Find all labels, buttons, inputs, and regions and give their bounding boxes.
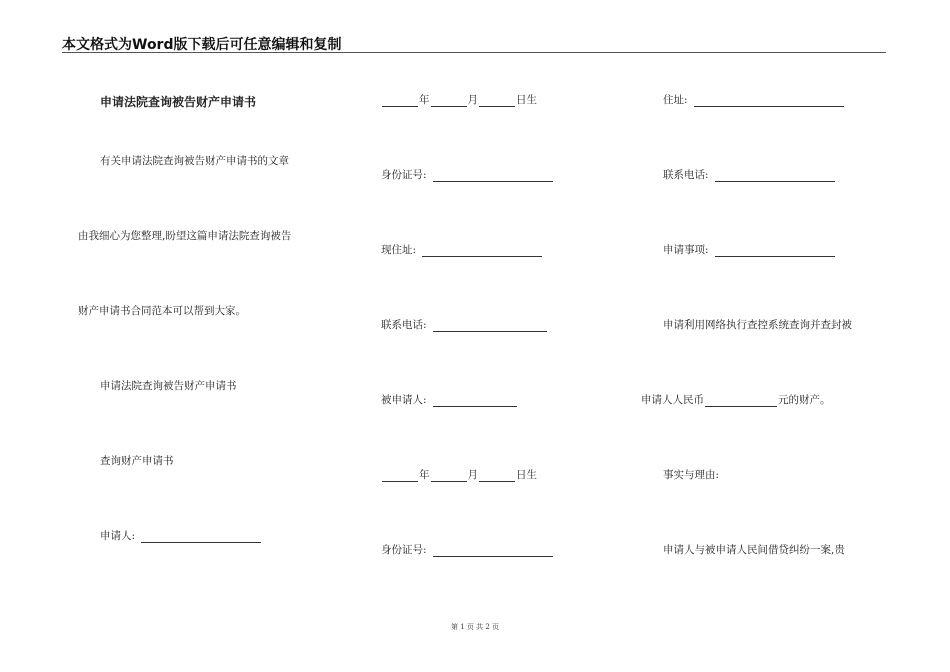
- current-address-field: [381, 243, 543, 257]
- applicant-field: [100, 529, 262, 543]
- page-number: 第 1 页 共 2 页: [450, 623, 500, 631]
- intro-line-2: 由我细心为您整理,盼望这篇申请法院查询被告: [78, 230, 292, 242]
- year-blank: [382, 95, 418, 107]
- applicant-label: 申请人:: [100, 530, 136, 542]
- month-label: 月: [467, 94, 478, 106]
- request-matter-label: 申请事项:: [663, 244, 709, 256]
- request-line-1: 申请利用网络执行查控系统查询并查封被: [663, 319, 852, 331]
- facts-line-1: 申请人与被申请人民间借贷纠纷一案,贵: [663, 544, 845, 556]
- year-blank-2: [382, 470, 418, 482]
- id-blank-2: [433, 545, 553, 557]
- born-label-2: 日生: [516, 469, 537, 481]
- document-title: 申请法院查询被告财产申请书: [100, 95, 257, 109]
- id-label: 身份证号:: [381, 169, 427, 181]
- month-blank-2: [431, 470, 467, 482]
- amount-blank: [705, 395, 777, 407]
- respondent-phone-field: [663, 168, 836, 182]
- respondent-label: 被申请人:: [381, 394, 427, 406]
- current-address-blank: [422, 245, 542, 257]
- section-heading-1: 申请法院查询被告财产申请书: [100, 380, 237, 392]
- day-blank: [479, 95, 515, 107]
- intro-line-3: 财产申请书合同范本可以帮到大家。: [78, 305, 246, 317]
- year-label-2: 年: [419, 469, 430, 481]
- phone-blank: [433, 320, 547, 332]
- respondent-phone-blank: [715, 170, 835, 182]
- residence-blank: [694, 95, 844, 107]
- request-matter-blank: [715, 245, 835, 257]
- respondent-phone-label: 联系电话:: [663, 169, 709, 181]
- section-heading-2: 查询财产申请书: [100, 455, 174, 467]
- id-number-field: [381, 168, 554, 182]
- request-line-2: [641, 393, 831, 407]
- document-header-title: 本文格式为Word版下载后可任意编辑和复制: [62, 37, 342, 53]
- header-rule: [62, 52, 886, 53]
- birth-date-field: [381, 93, 537, 107]
- month-label-2: 月: [467, 469, 478, 481]
- day-blank-2: [479, 470, 515, 482]
- current-address-label: 现住址:: [381, 244, 417, 256]
- birth-date-field-2: [381, 468, 537, 482]
- request-line-2-prefix: 申请人人民币: [641, 394, 704, 406]
- id-number-field-2: [381, 543, 554, 557]
- year-label: 年: [419, 94, 430, 106]
- residence-label: 住址:: [663, 94, 688, 106]
- id-blank: [433, 170, 553, 182]
- born-label: 日生: [516, 94, 537, 106]
- respondent-field: [381, 393, 518, 407]
- residence-field: [663, 93, 845, 107]
- id-label-2: 身份证号:: [381, 544, 427, 556]
- request-matter-field: [663, 243, 836, 257]
- phone-field: [381, 318, 548, 332]
- intro-line-1: 有关申请法院查询被告财产申请书的文章: [100, 155, 289, 167]
- applicant-blank: [141, 531, 261, 543]
- respondent-blank: [433, 395, 517, 407]
- request-line-2-suffix: 元的财产。: [778, 394, 831, 406]
- month-blank: [431, 95, 467, 107]
- facts-heading: 事实与理由:: [663, 469, 720, 481]
- phone-label: 联系电话:: [381, 319, 427, 331]
